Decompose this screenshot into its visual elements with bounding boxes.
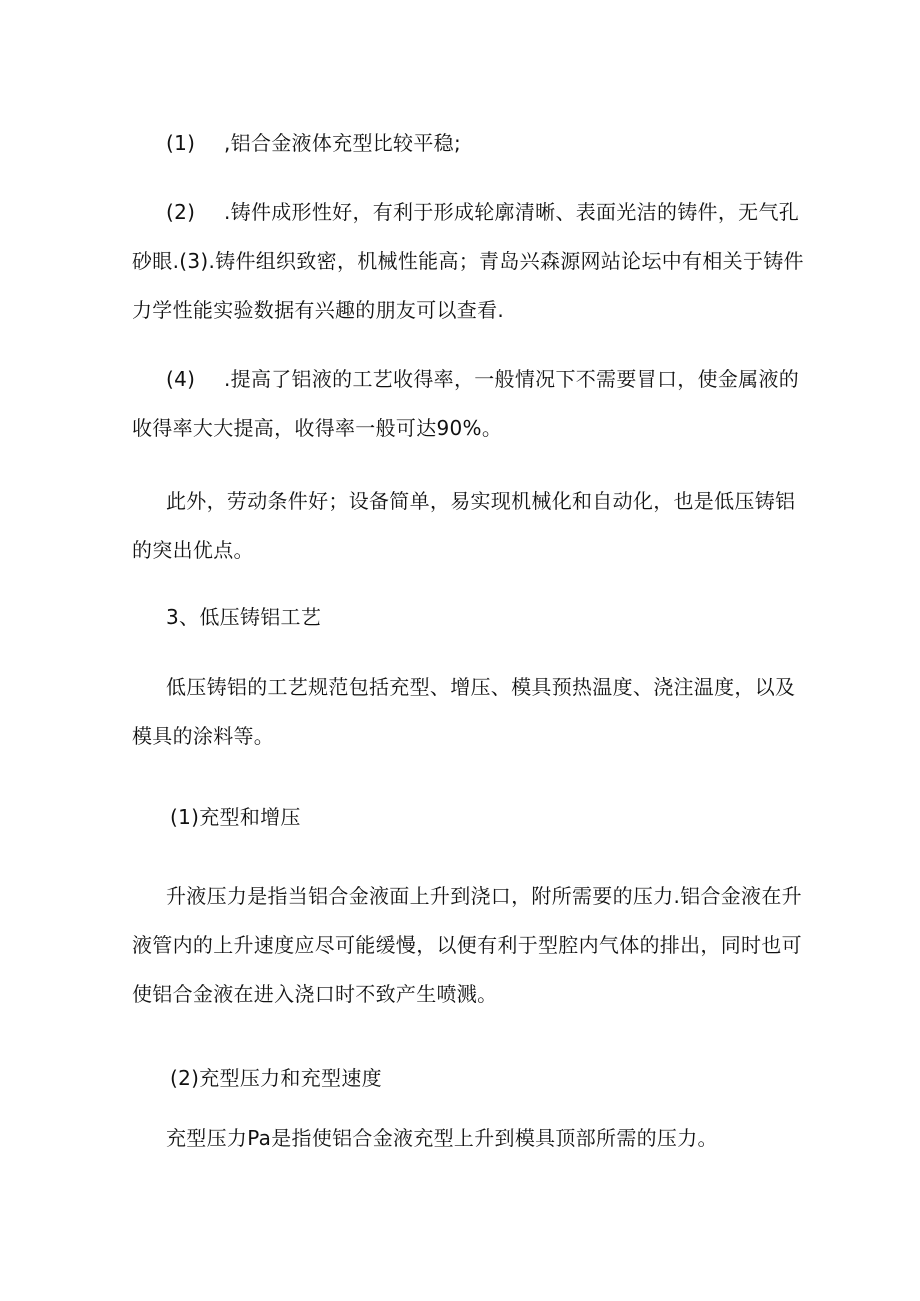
paragraph-2-line-1: .铸件成形性好，有利于形成轮廓清晰、表面光洁的铸件，无气孔 <box>224 200 800 224</box>
paragraph-7-line-1: 升液压力是指当铝合金液面上升到浇口，附所需要的压力.铝合金液在升 <box>166 884 802 908</box>
paragraph-2 <box>132 188 804 335</box>
subheading-2-text: (2)充型压力和充型速度 <box>170 1066 382 1090</box>
paragraph-2-line-3: 力学性能实验数据有兴趣的朋友可以查看. <box>132 298 505 322</box>
paragraph-8-text: 充型压力Pa是指使铝合金液充型上升到模具顶部所需的压力。 <box>166 1126 718 1150</box>
subheading-2 <box>132 1054 804 1103</box>
paragraph-4 <box>132 355 804 453</box>
paragraph-7-line-2: 液管内的上升速度应尽可能缓慢，以便有利于型腔内气体的排出，同时也可 <box>132 933 802 957</box>
paragraph-4-line-2: 收得率大大提高，收得率一般可达90%。 <box>132 416 503 440</box>
paragraph-5-line-1: 此外，劳动条件好；设备简单，易实现机械化和自动化，也是低压铸铝 <box>166 489 796 513</box>
section-heading-3 <box>132 593 804 642</box>
paragraph-1-text: ,铝合金液体充型比较平稳; <box>224 131 461 155</box>
paragraph-2-line-2: 砂眼.(3).铸件组织致密，机械性能高；青岛兴森源网站论坛中有相关于铸件 <box>132 249 804 273</box>
subheading-1 <box>132 793 804 842</box>
paragraph-7 <box>132 872 804 1019</box>
item-number-4: (4) <box>166 367 196 391</box>
paragraph-6-line-1: 低压铸铝的工艺规范包括充型、增压、模具预热温度、浇注温度，以及 <box>166 675 796 699</box>
section-heading-3-text: 3、低压铸铝工艺 <box>166 605 322 629</box>
paragraph-4-line-1: .提高了铝液的工艺收得率，一般情况下不需要冒口，使金属液的 <box>224 367 800 391</box>
paragraph-6 <box>132 663 804 761</box>
item-number-1: (1) <box>166 131 196 155</box>
paragraph-7-line-3: 使铝合金液在进入浇口时不致产生喷溅。 <box>132 982 498 1006</box>
paragraph-1 <box>132 119 804 168</box>
paragraph-8 <box>132 1114 804 1163</box>
paragraph-6-line-2: 模具的涂料等。 <box>132 724 275 748</box>
paragraph-5 <box>132 477 804 575</box>
item-number-2: (2) <box>166 200 196 224</box>
subheading-1-text: (1)充型和增压 <box>170 805 301 829</box>
paragraph-5-line-2: 的突出优点。 <box>132 538 254 562</box>
